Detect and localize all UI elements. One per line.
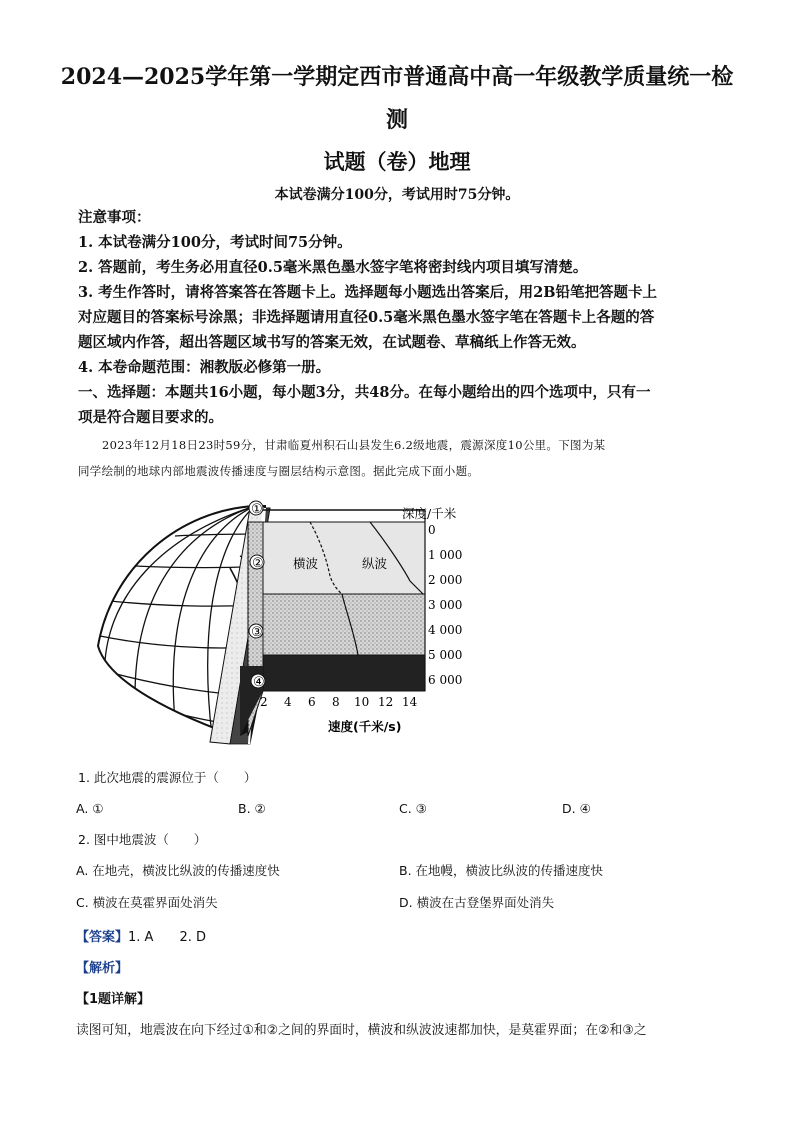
speed-tick: 4 — [284, 695, 292, 709]
question-2-stem: 2. 图中地震波（ ） — [78, 832, 207, 847]
depth-tick: 5 000 — [428, 648, 463, 662]
note-item: 1. 本试卷满分100分，考试时间75分钟。 — [78, 234, 352, 251]
answer-line — [76, 926, 206, 945]
exam-subtitle: 本试卷满分100分，考试用时75分钟。 — [274, 187, 520, 203]
marker-4: ④ — [253, 675, 265, 690]
marker-2: ② — [252, 556, 264, 571]
section-heading-line1: 一、选择题：本题共16小题，每小题3分，共48分。在每小题给出的四个选项中，只有一 — [78, 384, 651, 401]
intro-line2: 同学绘制的地球内部地震波传播速度与圈层结构示意图。据此完成下面小题。 — [78, 464, 480, 478]
note-item: 对应题目的答案标号涂黑；非选择题请用直径0.5毫米黑色墨水签字笔在答题卡上各题的答 — [78, 309, 655, 326]
speed-tick: 2 — [260, 695, 268, 709]
exam-subject-title: 试题（卷）地理 — [323, 149, 471, 174]
q1-option-a[interactable]: A. ① — [76, 801, 104, 816]
q1-option-d[interactable]: D. ④ — [562, 801, 591, 816]
intro-line1: 2023年12月18日23时59分，甘肃临夏州积石山县发生6.2级地震，震源深度10公里。下图为某 — [102, 438, 606, 452]
speed-tick: 6 — [308, 695, 316, 709]
q2-option-b[interactable]: B. 在地幔，横波比纵波的传播速度快 — [399, 863, 604, 878]
depth-tick: 4 000 — [428, 623, 463, 637]
answer-tag: 【答案】 — [76, 930, 129, 945]
marker-1: ① — [251, 502, 263, 517]
exam-title-line2: 测 — [385, 107, 408, 133]
depth-tick: 6 000 — [428, 673, 463, 687]
answer-text: 1. A 2. D — [128, 930, 206, 945]
depth-tick: 0 — [428, 523, 436, 537]
speed-tick: 8 — [332, 695, 340, 709]
q1-option-c[interactable]: C. ③ — [399, 801, 427, 816]
depth-tick: 3 000 — [428, 598, 463, 612]
depth-ticks — [428, 523, 462, 687]
q2-option-d[interactable]: D. 横波在古登堡界面处消失 — [399, 895, 555, 910]
speed-tick: 12 — [378, 695, 394, 709]
question-1-stem: 1. 此次地震的震源位于（ ） — [78, 770, 257, 785]
speed-axis-title: 速度(千米/s) — [328, 719, 402, 734]
note-item: 2. 答题前，考生务必用直径0.5毫米黑色墨水签字笔将密封线内项目填写清楚。 — [78, 259, 588, 276]
note-item: 4. 本卷命题范围：湘教版必修第一册。 — [78, 359, 331, 376]
p-wave-label: 纵波 — [362, 556, 388, 571]
notes-heading: 注意事项： — [78, 209, 151, 226]
analysis-text: 读图可知，地震波在向下经过①和②之间的界面时，横波和纵波波速都加快，是莫霍界面；在②和③之 — [76, 1023, 647, 1038]
s-wave-label: 横波 — [293, 556, 319, 571]
speed-ticks — [260, 695, 418, 709]
speed-tick: 14 — [402, 695, 418, 709]
marker-3: ③ — [251, 625, 263, 640]
q1-option-b[interactable]: B. ② — [238, 801, 266, 816]
analysis-tag: 【解析】 — [76, 961, 129, 976]
q2-option-c[interactable]: C. 横波在莫霍界面处消失 — [76, 895, 218, 910]
depth-tick: 1 000 — [428, 548, 463, 562]
depth-axis-title: 深度/千米 — [402, 506, 457, 521]
note-item: 3. 考生作答时，请将答案答在答题卡上。选择题每小题选出答案后，用2B铅笔把答题卡上 — [78, 284, 658, 301]
exam-title-line1: 2024—2025学年第一学期定西市普通高中高一年级教学质量统一检 — [60, 64, 734, 90]
note-item: 题区域内作答，超出答题区域书写的答案无效，在试题卷、草稿纸上作答无效。 — [78, 334, 586, 351]
section-heading-line2: 项是符合题目要求的。 — [78, 409, 223, 426]
earth-interior-figure — [80, 496, 480, 746]
depth-tick: 2 000 — [428, 573, 463, 587]
q2-option-a[interactable]: A. 在地壳，横波比纵波的传播速度快 — [76, 863, 280, 878]
analysis-detail-tag: 【1题详解】 — [76, 992, 151, 1007]
speed-tick: 10 — [354, 695, 370, 709]
